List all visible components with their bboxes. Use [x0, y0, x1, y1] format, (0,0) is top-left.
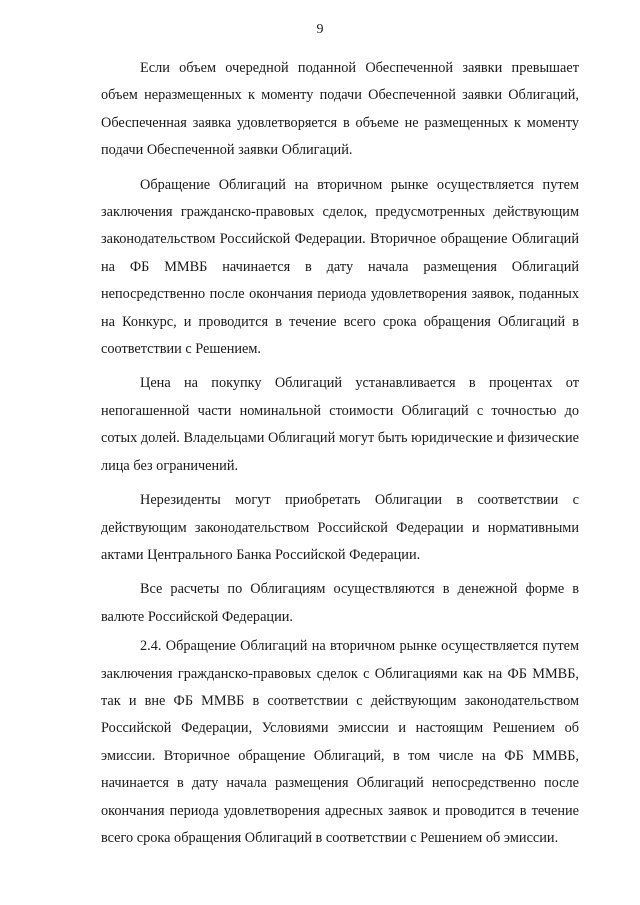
page-number: 9 — [316, 22, 324, 37]
paragraph-settlements: Все расчеты по Облигациям осуществляются в денежной форме в валюте Российской Федерации. — [101, 581, 579, 625]
body-text — [101, 55, 579, 859]
paragraph-oversubscribed-order: Если объем очередной поданной Обеспеченной заявки превышает объем неразмещенных к моменту подачи Обеспеченной заявки Облигаций, Обеспеченная заявка удовлетворяется в объеме не размещенных к моменту подачи Обеспеченной заявки Облигаций. — [101, 60, 579, 159]
paragraph-section-2-4: 2.4. Обращение Облигаций на вторичном рынке осуществляется путем заключения гражданско-правовых сделок с Облигациями как на ФБ ММВБ, так и вне ФБ ММВБ в соответствии с действующим законодательством Российской Федерации, Условиями эмиссии и настоящим Решением об эмиссии. Вторичное обращение Облигаций, в том числе на ФБ ММВБ, начинается в дату начала размещения Облигаций непосредственно после окончания периода удовлетворения адресных заявок и проводится в течение всего срока обращения Облигаций в соответствии с Решением об эмиссии. — [101, 638, 579, 846]
paragraph-secondary-market: Обращение Облигаций на вторичном рынке осуществляется путем заключения гражданско-правовых сделок, предусмотренных действующим законодательством Российской Федерации. Вторичное обращение Облигаций на ФБ ММВБ начинается в дату начала размещения Облигаций непосредственно после окончания периода удовлетворения заявок, поданных на Конкурс, и проводится в течение всего срока обращения Облигаций в соответствии с Решением. — [101, 176, 579, 358]
paragraph-nonresidents: Нерезиденты могут приобретать Облигации в соответствии с действующим законодательством Российской Федерации и нормативными актами Центрального Банка Российской Федерации. — [101, 492, 579, 563]
paragraph-purchase-price: Цена на покупку Облигаций устанавливается в процентах от непогашенной части номинальной стоимости Облигаций с точностью до сотых долей. Владельцами Облигаций могут быть юридические и физические лица без ограничений. — [101, 375, 579, 474]
